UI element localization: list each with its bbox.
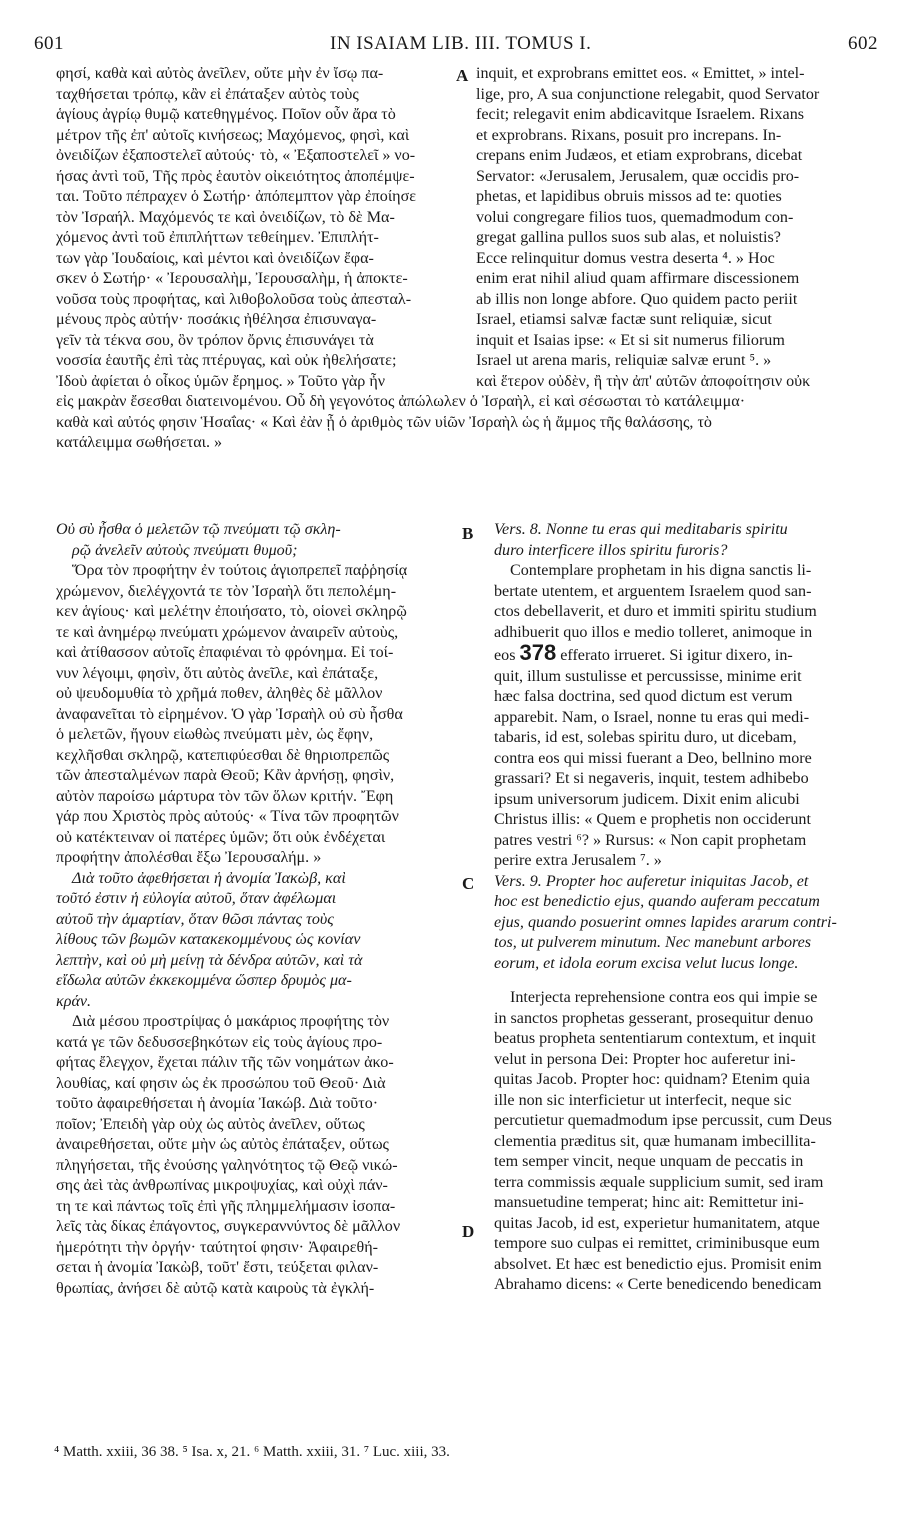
greek-line: κεν ἁγίους· καὶ μελέτην ἐποιήσατο, τὸ, οἱονεὶ σκληρῷ bbox=[56, 603, 407, 620]
greek-line: τη τε καὶ πάντως τοῖς ἐπὶ γῆς πλημμελήμασιν ἰσοπα- bbox=[56, 1197, 396, 1215]
greek-line: κατά γε τῶν δεδυσσεβηκότων εἰς τοὺς ἁγίους προ- bbox=[56, 1033, 383, 1051]
greek-line: σκεν ὁ Σωτήρ· « Ἰερουσαλὴμ, Ἰερουσαλὴμ, ἡ ἀποκτε- bbox=[56, 270, 408, 287]
greek-lemma-line: λεπτὴν, καὶ οὐ μὴ μείνῃ τὰ δένδρα αὐτῶν, καὶ τὰ bbox=[56, 951, 363, 969]
latin-line: lige, pro, A sua conjunctione relegabit, quod Servator bbox=[476, 85, 820, 103]
greek-lemma-line: Διὰ τοῦτο ἀφεθήσεται ἡ ἀνομία Ἰακὼβ, καὶ bbox=[72, 869, 346, 887]
latin-text: eos bbox=[494, 647, 516, 664]
greek-bridge-line: κατάλειμμα σωθήσεται. » bbox=[56, 434, 223, 451]
latin-line: adhibuerit quo illos e medio tolleret, animoque in bbox=[494, 623, 813, 641]
greek-line: αὐτὸν παροίσω μάρτυρα τὸν τῶν ὅλων κριτήν. Ἔφη bbox=[56, 787, 394, 805]
verse-heading: Vers. 8. Nonne tu eras qui meditabaris spiritu bbox=[494, 521, 788, 538]
greek-line: σης ἀεὶ τὰς ἀνθρωπίνας μικροψυχίας, καὶ οὐχὶ πάν- bbox=[56, 1177, 388, 1194]
greek-column-top bbox=[56, 64, 468, 392]
greek-line: οὐ ψευδομυθία τὸ χρῆμά ποθεν, ἀληθὲς δὲ μᾶλλον bbox=[56, 685, 383, 702]
latin-line: phetas, et lapidibus obruis missos ad te: quoties bbox=[476, 188, 782, 205]
greek-line: θρωπίας, ἀνήσει δὲ αὐτῷ κατὰ καιροὺς τὰ ἐγκλή- bbox=[56, 1279, 375, 1297]
latin-line: gregat gallina pullos suos sub alas, et noluistis? bbox=[476, 229, 781, 246]
latin-line: volui congregare filios tuos, quemadmodum con- bbox=[476, 208, 794, 226]
latin-line: καὶ ἕτερον οὐδὲν, ἢ τὴν ἀπ' αὐτῶν ἀποφοίτησιν οὐκ bbox=[476, 372, 811, 390]
latin-line: Contemplare prophetam in his digna sanctis li- bbox=[510, 562, 812, 579]
greek-line: πληγήσεται, τῆς ἐνούσης γαληνότητος τῷ Θεῷ νικώ- bbox=[56, 1156, 398, 1174]
greek-line: νοῦσα τοὺς προφήτας, καὶ λιθοβολοῦσα τοὺς ἀπεσταλ- bbox=[56, 290, 412, 308]
column-number: 378 bbox=[519, 640, 557, 665]
greek-line: προφήτην ἀπολέσθαι ἔξω Ἰερουσαλήμ. » bbox=[56, 849, 322, 866]
greek-line: καὶ ἀτίθασσον αὐτοῖς ἐπαφιέναι τὸ φρόνημα. Εἰ τοί- bbox=[56, 644, 394, 661]
verse-heading: tos, ut pulverem minutum. Nec manebunt arbores bbox=[494, 934, 812, 951]
latin-line: Interjecta reprehensione contra eos qui impie se bbox=[510, 989, 818, 1006]
greek-line: των γὰρ Ἰουδαίοις, καὶ μέντοι καὶ ὀνειδίζων ἔφα- bbox=[56, 249, 374, 267]
greek-line: Διὰ μέσου προστρίψας ὁ μακάριος προφήτης τὸν bbox=[72, 1013, 390, 1030]
latin-line: ab illis non longe abfore. Quo quidem pacto periit bbox=[476, 290, 798, 308]
greek-line: ἡμερότητι τὴν ὀργήν· ταύτητοί φησιν· Ἀφαιρεθή- bbox=[56, 1238, 378, 1256]
greek-line: ποῖον; Ἐπειδὴ γὰρ οὐχ ὡς αὐτὸς ἀνεῖλεν, οὕτως bbox=[56, 1115, 365, 1133]
greek-line: μέτρον τῆς ἐπ' αὐτοῖς κινήσεως; Μαχόμενος, φησὶ, καὶ bbox=[56, 126, 410, 144]
margin-letter-a: A bbox=[456, 66, 469, 85]
latin-line: Servator: «Jerusalem, Jerusalem, quæ occidis pro- bbox=[476, 167, 800, 185]
greek-line: ὁ μελετῶν, ἤγουν εἰωθὼς πνεύματι μὲν, ὡς ἔφην, bbox=[56, 726, 374, 743]
latin-line: tempore suo culpas ei remittet, criminibusque eum bbox=[494, 1235, 820, 1252]
margin-letter-d: D bbox=[462, 1222, 475, 1241]
greek-line: γεῖν τὰ τέκνα σου, ὃν τρόπον ὄρνις ἐπισυνάγει τὰ bbox=[56, 331, 374, 349]
greek-lemma-line: αὐτοῦ τὴν ἁμαρτίαν, ὅταν θῶσι πάντας τοὺς bbox=[56, 910, 334, 928]
latin-line: ipsum universorum judicem. Dixit enim alicubi bbox=[494, 790, 800, 808]
latin-line: Israel, etiamsi salvæ factæ sunt reliquiæ, sicut bbox=[476, 311, 772, 328]
latin-line: inquit et Isaias ipse: « Et si sit numerus filiorum bbox=[476, 331, 785, 349]
latin-line: crepans enim Judæos, et etiam exprobrans, dicebat bbox=[476, 147, 803, 164]
greek-lemma-line: λίθους τῶν βωμῶν κατακεκομμένους ὡς κονίαν bbox=[56, 931, 361, 948]
greek-line: λουθίας, καί φησιν ὡς ἐκ προσώπου τοῦ Θεοῦ· Διὰ bbox=[56, 1074, 386, 1092]
latin-line: inquit, et exprobrans emittet eos. « Emittet, » intel- bbox=[476, 65, 805, 82]
greek-line: τοῦτο ἀφαιρεθήσεται ἡ ἀνομία Ἰακώβ. Διὰ τοῦτο· bbox=[56, 1095, 379, 1112]
verse-heading: eorum, et idola eorum excisa velut lucus longe. bbox=[494, 954, 799, 972]
greek-line: μένους πρὸς αὐτήν· ποσάκις ἠθέλησα ἐπισυναγα- bbox=[56, 311, 377, 328]
greek-line: γάρ που Χριστὸς πρὸς αὐτούς· « Τίνα τῶν προφητῶν bbox=[56, 808, 399, 825]
greek-line: κεχλῆσθαι σκληρῷ, κατεπιφύεσθαι δὲ θηριοπρεπῶς bbox=[56, 746, 390, 764]
greek-line: τῶν ἀπεσταλμένων παρὰ Θεοῦ; Κἂν ἀρνήσῃ, φησὶν, bbox=[56, 767, 395, 784]
latin-line: bertate utentem, et arguentem Israelem quod san- bbox=[494, 582, 812, 600]
latin-line: tabaris, id est, solebas spiritu duro, ut dicebam, bbox=[494, 729, 797, 746]
latin-line: mansuetudine temperat; hinc ait: Remittetur ini- bbox=[494, 1194, 804, 1211]
latin-line: clementia præditus sit, quæ humanam imbecillita- bbox=[494, 1132, 816, 1150]
left-page-number: 601 bbox=[34, 33, 64, 54]
latin-line: et exprobrans. Rixans, posuit pro increpans. In- bbox=[476, 126, 782, 144]
running-title: IN ISAIAM LIB. III. TOMUS I. bbox=[330, 33, 592, 54]
latin-line: grassari? Et si negaveris, inquit, testem adhibebo bbox=[494, 770, 809, 787]
greek-bridge-line: εἰς μακρὰν ἔσεσθαι διατεινομένου. Οὗ δὴ γεγονότος ἀπώλωλεν ὁ Ἰσραὴλ, εἰ καὶ σέσωσται τὸ κατάλειμμα· bbox=[56, 393, 746, 410]
latin-line: Abrahamo dicens: « Certe benedicendo benedicam bbox=[494, 1276, 822, 1293]
greek-line: νυν λέγοιμι, φησὶν, ὅτι αὐτὸς ἀνεῖλε, καὶ ἐπάταξε, bbox=[56, 664, 379, 682]
latin-line: in sanctos prophetas gesserant, prosequitur denuo bbox=[494, 1009, 814, 1027]
latin-line: ille non sic interficietur ut interfecit, neque sic bbox=[494, 1091, 792, 1109]
latin-line: apparebit. Nam, o Israel, nonne tu eras qui medi- bbox=[494, 708, 810, 726]
greek-line: ὀνειδίζων ἐξαποστελεῖ αὐτούς· τὸ, « Ἐξαποστελεῖ » νο- bbox=[56, 147, 416, 164]
latin-line: contra eos qui missi fuerant a Deo, bellnino more bbox=[494, 749, 812, 767]
greek-line: ἁγίους ἀγρίῳ θυμῷ κατεθηγμένος. Ποῖον οὖν ἄρα τὸ bbox=[56, 106, 396, 123]
latin-line: tem semper vincit, neque unquam de peccatis in bbox=[494, 1153, 804, 1170]
latin-line: perire extra Jerusalem ⁷. » bbox=[494, 852, 662, 869]
latin-line: terra commissis æquale supplicium sumit, sed iram bbox=[494, 1173, 824, 1191]
margin-letter-c: C bbox=[462, 874, 475, 893]
greek-line: τε καὶ ἀνημέρῳ πνεύματι χρώμενον ἀναιρεῖν αὐτοὺς, bbox=[56, 623, 399, 641]
latin-line: quitas Jacob, id est, experietur humanitatem, atque bbox=[494, 1214, 820, 1232]
greek-lemma-line: εἴδωλα αὐτῶν ἐκκεκομμένα ὥσπερ δρυμὸς μα- bbox=[56, 972, 352, 989]
paragraph-gap bbox=[494, 974, 890, 988]
greek-line: ἀναιρεθήσεται, οὔτε μὴν ὡς αὐτὸς ἐπάταξεν, οὕτως bbox=[56, 1136, 389, 1153]
greek-lemma-line: τοῦτό ἐστιν ἡ εὐλογία αὐτοῦ, ὅταν ἀφέλωμαι bbox=[56, 890, 337, 907]
latin-line: percutietur quemadmodum ipse percussit, cum Deus bbox=[494, 1112, 832, 1129]
greek-line: νοσσία ἑαυτῆς ἐπὶ τὰς πτέρυγας, καὶ οὐκ ἠθελήσατε; bbox=[56, 352, 397, 369]
latin-line: patres vestri ⁶? » Rursus: « Non capit prophetam bbox=[494, 831, 807, 849]
greek-line: ταχθήσεται τρόπῳ, κἂν εἰ ἐπάταξεν αὐτὸς τοὺς bbox=[56, 85, 359, 103]
latin-line: hæc falsa doctrina, sed quod dictum est verum bbox=[494, 688, 793, 705]
verse-heading: duro interficere illos spiritu furoris? bbox=[494, 541, 728, 559]
latin-line: beatus propheta sententiarum contextum, et inquit bbox=[494, 1030, 816, 1047]
latin-line: Ecce relinquitur domus vestra deserta ⁴. » Hoc bbox=[476, 249, 775, 267]
latin-line: ctos debellaverit, et duro et immiti spiritu studium bbox=[494, 603, 817, 620]
latin-line: quit, illum sustulisse et percussisse, minime erit bbox=[494, 667, 802, 685]
latin-line: fecit; relegavit enim abdicavitque Israelem. Rixans bbox=[476, 106, 805, 123]
greek-bridge-line: καθὰ καὶ αὐτός φησιν Ἡσαΐας· « Καὶ ἐὰν ᾖ ὁ ἀριθμὸς τῶν υἱῶν Ἰσραὴλ ὡς ἡ ἄμμος τῆς θαλάσσης, τὸ bbox=[56, 413, 712, 431]
verse-heading: hoc est benedictio ejus, quando auferam peccatum bbox=[494, 893, 820, 910]
latin-column-top bbox=[476, 64, 886, 392]
greek-line: ήσας ἀντὶ τοῦ, Τῆς πρὸς ἑαυτὸν οἰκειότητος ἀποπέμψε- bbox=[56, 167, 415, 185]
greek-column-lower bbox=[56, 520, 460, 1299]
greek-lemma-line: κράν. bbox=[56, 992, 92, 1010]
greek-line: χόμενος ἀντὶ τοῦ ἐπιπλήττων τεθείημεν. Ἐπιπλήτ- bbox=[56, 229, 379, 246]
latin-column-lower bbox=[494, 520, 890, 1296]
latin-line: quitas Jacob. Propter hoc: quidnam? Etenim quia bbox=[494, 1071, 810, 1088]
greek-line: Ἰδοὺ ἀφίεται ὁ οἶκος ὑμῶν ἔρημος. » Τοῦτο γὰρ ἦν bbox=[56, 372, 386, 390]
latin-line-with-column-number bbox=[494, 640, 890, 667]
greek-line: σεται ἡ ἀνομία Ἰακὼβ, τοῦτ' ἔστι, τεύξεται φιλαν- bbox=[56, 1259, 379, 1276]
greek-line: τὸν Ἰσραήλ. Μαχόμενός τε καὶ ὀνειδίζων, τὸ δὲ Μα- bbox=[56, 208, 395, 226]
right-page-number: 602 bbox=[848, 33, 878, 54]
greek-line: ἀναφανεῖται τὸ εἰρημένον. Ὁ γὰρ Ἰσραὴλ οὐ σὺ ἦσθα bbox=[56, 705, 403, 723]
greek-line: λεῖς τὰς δίκας ἐπάγοντος, συγκεραννύντος δὲ μᾶλλον bbox=[56, 1218, 401, 1235]
margin-letter-b: B bbox=[462, 524, 474, 543]
greek-lemma-line: ρῷ ἀνελεῖν αὐτοὺς πνεύματι θυμοῦ; bbox=[72, 541, 298, 559]
latin-text: efferato irrueret. Si igitur dixero, in- bbox=[560, 647, 793, 664]
greek-line: ται. Τοῦτο πέπραχεν ὁ Σωτήρ· ἀπόπεμπτον γὰρ ἐποίησε bbox=[56, 188, 417, 205]
greek-line: χρώμενον, διελέγχοντά τε τὸν Ἰσραὴλ ὅτι πεπολέμη- bbox=[56, 582, 397, 600]
greek-line: φησί, καθὰ καὶ αὐτὸς ἀνεῖλεν, οὔτε μὴν ἐν ἴσῳ πα- bbox=[56, 65, 384, 82]
greek-line: Ὅρα τὸν προφήτην ἐν τούτοις ἁγιοπρεπεῖ παῤῥησίᾳ bbox=[72, 562, 408, 579]
footnotes: ⁴ Matth. xxiii, 36 38. ⁵ Isa. x, 21. ⁶ Matth. xxiii, 31. ⁷ Luc. xiii, 33. bbox=[54, 1444, 450, 1460]
verse-heading: ejus, quando posuerint omnes lapides ararum contri- bbox=[494, 913, 837, 931]
latin-line: Christus illis: « Quem e prophetis non occiderunt bbox=[494, 811, 811, 828]
latin-line: velut in persona Dei: Propter hoc auferetur ini- bbox=[494, 1050, 796, 1068]
latin-line: Israel ut arena maris, reliquiæ salvæ erunt ⁵. » bbox=[476, 352, 772, 369]
greek-bridge-text bbox=[56, 392, 890, 454]
greek-lemma-line: Οὐ σὺ ἦσθα ὁ μελετῶν τῷ πνεύματι τῷ σκλη- bbox=[56, 521, 341, 538]
greek-line: φήτας ἔλεγχον, ἔχεται πάλιν τῆς τῶν νοημάτων ἀκο- bbox=[56, 1054, 394, 1071]
latin-line: absolvet. Et hæc est benedictio ejus. Promisit enim bbox=[494, 1255, 822, 1273]
greek-line: οὐ κατέκτειναν οἱ πατέρες ὑμῶν; ὅτι οὐκ ἐνδέχεται bbox=[56, 828, 386, 846]
verse-heading: Vers. 9. Propter hoc auferetur iniquitas Jacob, et bbox=[494, 872, 809, 890]
latin-line: enim erat nihil aliud quam affirmare discessionem bbox=[476, 270, 800, 287]
